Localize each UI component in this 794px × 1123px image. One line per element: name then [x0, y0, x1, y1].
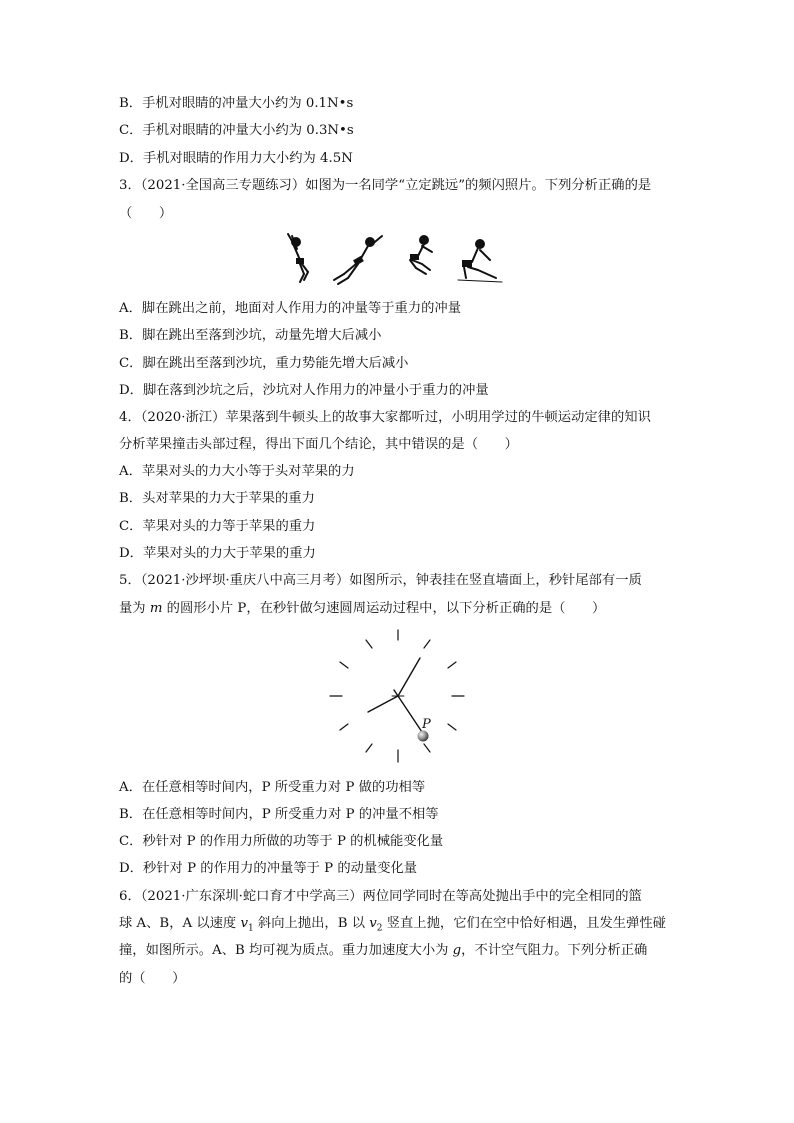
q3-stem-line1: 3．（2021·全国高三专题练习）如图为一名同学“立定跳远”的频闪照片。下列分析正确的是 [119, 178, 652, 193]
q4-option-c: C．苹果对头的力等于苹果的重力 [119, 519, 316, 534]
q3-option-a: A．脚在跳出之前，地面对人作用力的冲量等于重力的冲量 [119, 301, 462, 316]
q5-stem-line1: 5．（2021·沙坪坝·重庆八中高三月考）如图所示，钟表挂在竖直墙面上，秒针尾部有一质 [119, 573, 642, 588]
clock-figure [322, 628, 472, 768]
q6-text-d: 撞，如图所示。A、B 均可视为质点。重力加速度大小为 [119, 943, 453, 958]
q6-stem-line4: 的（ ） [119, 971, 186, 986]
velocity-v2-symbol: v [369, 916, 377, 931]
jumper-pose-3 [410, 236, 432, 274]
q3-stem-line2: （ ） [119, 206, 173, 221]
q6-text-e: ，不计空气阻力。下列分析正确 [461, 943, 648, 958]
mass-symbol: m [149, 601, 163, 616]
standing-long-jump-figure [282, 230, 522, 286]
q5-stem-line2 [119, 600, 679, 618]
q5-option-a: A．在任意相等时间内，P 所受重力对 P 做的功相等 [119, 780, 426, 795]
q5-stem-text-a: 量为 [119, 601, 150, 616]
q6-stem-line3 [119, 942, 679, 960]
jumper-pose-4 [458, 240, 502, 282]
q6-text-a: 球 A、B，A 以速度 [119, 916, 241, 931]
q6-stem-line1: 6．（2021·广东深圳·蛇口育才中学高三）两位同学同时在等高处抛出手中的完全相同的篮 [119, 889, 642, 904]
small-disc-p [418, 731, 429, 742]
minute-hand [398, 658, 420, 696]
clock-hands [368, 658, 422, 732]
q4-stem-line1: 4．（2020·浙江）苹果落到牛顿头上的故事大家都听过，小明用学过的牛顿运动定律的知识 [119, 410, 651, 425]
q6-stem-line2 [119, 915, 679, 938]
q5-option-d: D．秒针对 P 的作用力的冲量等于 P 的动量变化量 [119, 861, 418, 876]
q4-option-d: D．苹果对头的力大于苹果的重力 [119, 546, 316, 561]
hour-hand [368, 696, 398, 712]
q3-option-d: D．脚在落到沙坑之后，沙坑对人作用力的冲量小于重力的冲量 [119, 383, 489, 398]
q5-option-b: B．在任意相等时间内，P 所受重力对 P 的冲量不相等 [119, 807, 439, 822]
velocity-v2-subscript: 2 [376, 923, 383, 934]
q4-stem-line2: 分析苹果撞击头部过程，得出下面几个结论，其中错误的是（ ） [119, 437, 518, 452]
q3-option-b: B．脚在跳出至落到沙坑，动量先增大后减小 [119, 328, 382, 343]
gravity-symbol: g [452, 943, 462, 958]
velocity-v1-symbol: v [240, 916, 248, 931]
p-label: P [422, 717, 431, 732]
q6-text-c: 竖直上抛，它们在空中恰好相遇，且发生弹性碰 [382, 916, 666, 931]
q5-stem-text-b: 的圆形小片 P，在秒针做匀速圆周运动过程中，以下分析正确的是（ ） [162, 601, 606, 616]
jumper-pose-1 [288, 234, 308, 282]
q5-option-c: C．秒针对 P 的作用力所做的功等于 P 的机械能变化量 [119, 834, 444, 849]
q6-text-b: 斜向上抛出，B 以 [253, 916, 370, 931]
q2-option-c: C．手机对眼睛的冲量大小约为 0.3N•s [119, 123, 354, 138]
q4-option-b: B．头对苹果的力大于苹果的重力 [119, 491, 315, 506]
q3-option-c: C．脚在跳出至落到沙坑，重力势能先增大后减小 [119, 356, 409, 371]
q4-option-a: A．苹果对头的力大小等于头对苹果的力 [119, 464, 355, 479]
q2-option-d: D．手机对眼睛的作用力大小约为 4.5N [119, 151, 353, 166]
q2-option-b: B．手机对眼睛的冲量大小约为 0.1N•s [119, 96, 354, 111]
velocity-v1-subscript: 1 [247, 923, 254, 934]
jumper-pose-2 [334, 236, 382, 284]
